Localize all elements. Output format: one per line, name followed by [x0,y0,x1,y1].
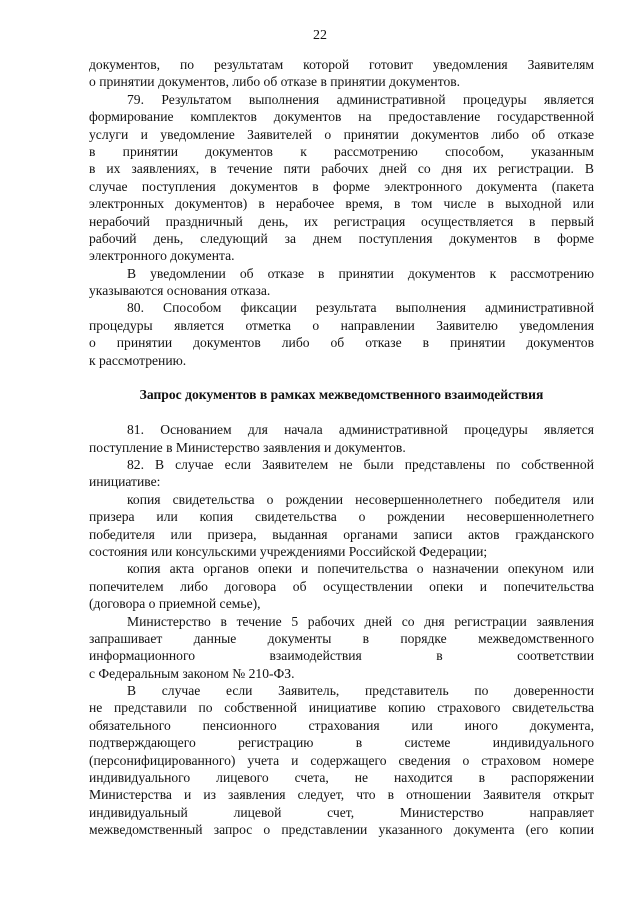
paragraph-line: не представили по собственной инициативе копию страхового свидетельства [89,700,594,716]
paragraph-line: нерабочий праздничный день, их регистрация осуществляется в первый [89,213,594,229]
paragraph-line: индивидуального лицевого счета, не находится в распоряжении [89,770,594,786]
paragraph-first-line: В уведомлении об отказе в принятии документов к рассмотрению [127,265,594,281]
paragraph-line: победителя или призера, выданная органами записи актов гражданского [89,526,594,542]
page-number: 22 [313,28,327,43]
paragraph-line: в принятии документов к рассмотрению способом, указанным [89,143,594,159]
paragraph-line: случае поступления документов в форме электронного документа (пакета [89,178,594,194]
paragraph-line: межведомственный запрос о представлении указанного документа (его копии [89,822,594,838]
paragraph-line: в их заявлениях, в течение пяти рабочих дней со дня их регистрации. В [89,161,594,177]
paragraph-line: о принятии документов, либо об отказе в принятии документов. [89,74,461,90]
paragraph-line: указываются основания отказа. [89,283,271,299]
blank-line [89,404,594,421]
paragraph-line: услуги и уведомление Заявителей о принятии документов либо об отказе [89,126,594,142]
paragraph-line: Министерства и из заявления следует, что в отношении Заявителя открыт [89,787,594,803]
paragraph-first-line: копия свидетельства о рождении несовершеннолетнего победителя или [127,491,594,507]
paragraph-line: состояния или консульскими учреждениями Российской Федерации; [89,543,488,559]
paragraph-first-line: копия акта органов опеки и попечительства о назначении опекуном или [127,561,594,577]
paragraph-line: (персонифицированного) учета и содержащего сведения о страховом номере [89,752,594,768]
paragraph-line: запрашивает данные документы в порядке межведомственного [89,630,594,646]
section-heading: Запрос документов в рамках межведомственного взаимодействия [139,387,544,403]
paragraph-first-line: 82. В случае если Заявителем не были представлены по собственной [127,456,594,472]
paragraph-line: электронного документа. [89,248,235,264]
blank-line [89,369,594,386]
paragraph-line: попечителем либо договора об осуществлении опеки и попечительства [89,578,594,594]
paragraph-line: процедуры является отметка о направлении Заявителю уведомления [89,317,594,333]
paragraph-line: рабочий день, следующий за днем поступления документов в форме [89,230,594,246]
paragraph-line: (договора о приемной семье), [89,596,261,612]
paragraph-line: информационного взаимодействия в соответствии [89,648,594,664]
paragraph-line: инициативе: [89,474,161,490]
paragraph-line: формирование комплектов документов на предоставление государственной [89,109,594,125]
paragraph-first-line: В случае если Заявитель, представитель по доверенности [127,683,594,699]
paragraph-line: к рассмотрению. [89,352,187,368]
paragraph-first-line: Министерство в течение 5 рабочих дней со дня регистрации заявления [127,613,594,629]
paragraph-first-line: 80. Способом фиксации результата выполнения административной [127,300,594,316]
paragraph-first-line: 81. Основанием для начала административной процедуры является [127,422,594,438]
paragraph-line: призера или копия свидетельства о рождении несовершеннолетнего [89,509,594,525]
paragraph-line: подтверждающего регистрацию в системе индивидуального [89,735,594,751]
paragraph-line: документов, по результатам которой готовит уведомления Заявителям [89,57,594,72]
paragraph-line: электронных документов) в нерабочее время, в том числе в выходной или [89,196,594,212]
paragraph-line: поступление в Министерство заявления и документов. [89,439,406,455]
paragraph-line: индивидуальный лицевой счет, Министерство направляет [89,804,594,820]
paragraph-line: с Федеральным законом № 210-ФЗ. [89,665,295,681]
paragraph-line: обязательного пенсионного страхования или иного документа, [89,717,594,733]
paragraph-line: о принятии документов либо об отказе в принятии документов [89,335,594,351]
document-body [89,56,594,839]
paragraph-first-line: 79. Результатом выполнения административной процедуры является [127,91,594,107]
